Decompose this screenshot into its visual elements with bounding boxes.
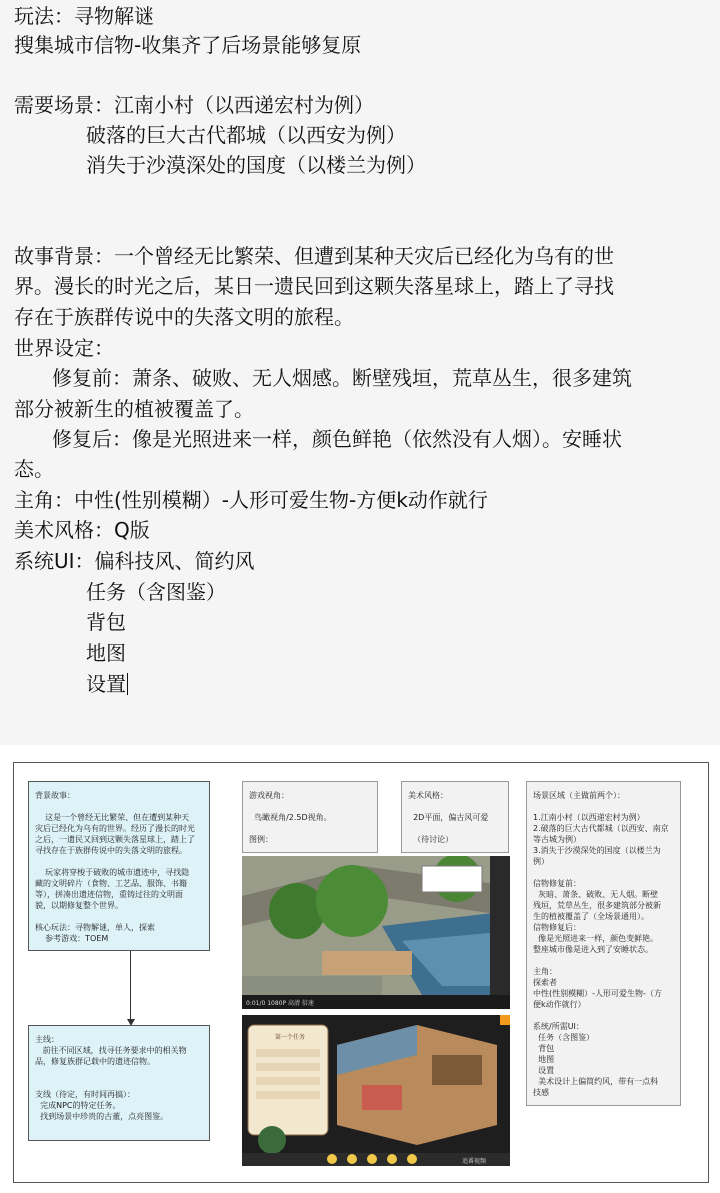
doc-line-art: 美术风格：Q版 [14, 518, 150, 542]
video-control-bar[interactable] [242, 995, 510, 1009]
quest-box [28, 1025, 210, 1141]
doc-line-world: 世界设定： [14, 336, 114, 360]
doc-line-collect: 搜集城市信物-收集齐了后场景能够复原 [14, 33, 362, 57]
view-box [242, 781, 378, 853]
doc-line-scene-3: 消失于沙漠深处的国度（以楼兰为例） [86, 153, 426, 177]
scene-box [526, 781, 681, 1106]
doc-line-scene-2: 破落的巨大古代都城（以西安为例） [86, 123, 406, 147]
scene-text: 场景区域（主做前两个）： 1.江南小村（以西递宏村为例） 2.破落的巨大古代都城（以西安、南京 等古城为例） 3.消失于沙漠深处的国度（以楼兰为 例） 信物修复前： 灰暗、萧条、破败、无人烟。断壁 残垣，荒草丛生，很多建筑部分被新 生的植被覆盖了（全场景通用）。 信物修复后： 像是光照进来一样，颜色变鲜艳。 整座城市像是进入到了安睡状态。 主角： 探索者 中性(性别模糊）-人形可爱生物-（方 便k动作就行） 系统/所需UI： 任务（含图鉴） 背包 地图 设置 美术设计上偏简约风，带有一点科 技感 [533, 791, 669, 1097]
game-panel-title: 第一个任务 [275, 1034, 306, 1041]
doc-line-ui: 系统UI：偏科技风、简约风 [14, 549, 255, 573]
text-caret [127, 673, 128, 695]
story-text: 背景故事： 这是一个曾经无比繁荣、但在遭到某种天 灾后已经化为乌有的世界。经历了漫长的时光 之后，一遗民又回到这颗失落星球上，踏上了 寻找存在于族群传说中的失落文明的旅程。 玩家将穿梭于破败的城市遗迹中，寻找隐 藏的文明碎片（食物、工艺品、服饰、书籍 等），拼凑出遗迹信物，重铸过往的文明面 貌，以期修复整个世界。 核心玩法：寻物解谜，单人，探索 参考游戏：TOEM [35, 791, 195, 943]
doc-line-after-1: 修复后：像是光照进来一样，颜色鲜艳（依然没有人烟）。安睡状 [52, 427, 622, 451]
quest-text: 主线： 前往不同区域，找寻任务要求中的相关物 品，修复族群记载中的遗迹信物。 支线（待定，有时间再搞）： 完成NPC的特定任务。 找到场景中珍贵的古董，点亮图鉴。 [35, 1035, 187, 1121]
doc-line-story-3: 存在于族群传说中的失落文明的旅程。 [14, 305, 354, 329]
game-bar-text: 追番视频 [462, 1158, 487, 1165]
doc-line-before-2: 部分被新生的植被覆盖了。 [14, 397, 254, 421]
doc-line-ui-settings[interactable]: 设置 [86, 672, 126, 696]
doc-line-ui-map: 地图 [86, 641, 126, 665]
reference-screenshot-room [242, 1015, 510, 1166]
doc-line-before-1: 修复前：萧条、破败、无人烟感。断壁残垣，荒草丛生，很多建筑 [52, 366, 632, 390]
doc-line-gameplay: 玩法：寻物解谜 [14, 4, 154, 28]
doc-line-hero: 主角：中性(性别模糊）-人形可爱生物-方便k动作就行 [14, 488, 488, 512]
design-board [13, 762, 709, 1183]
flow-arrow-line [130, 951, 131, 1023]
doc-line-story-2: 界。漫长的时光之后，某日一遗民回到这颗失落星球上，踏上了寻找 [14, 274, 614, 298]
reference-screenshot-town [242, 856, 510, 1009]
doc-line-ui-quest: 任务（含图鉴） [86, 580, 226, 604]
story-box [28, 781, 210, 951]
doc-line-ui-bag: 背包 [86, 610, 126, 634]
doc-line-scenes: 需要场景：江南小村（以西递宏村为例） [14, 93, 374, 117]
town-illustration [242, 856, 510, 1009]
art-box [401, 781, 509, 853]
art-text: 美术风格： 2D平面，偏古风可爱 （待讨论） [408, 791, 489, 844]
doc-line-story-1: 故事背景：一个曾经无比繁荣、但遭到某种天灾后已经化为乌有的世 [14, 244, 614, 268]
view-text: 游戏视角： 鸟瞰视角/2.5D视角。 图例： [249, 791, 332, 844]
doc-line-after-2: 态。 [14, 457, 54, 481]
video-bar-text: 0:01/0 1080P 高清 倍速 [246, 1000, 314, 1007]
